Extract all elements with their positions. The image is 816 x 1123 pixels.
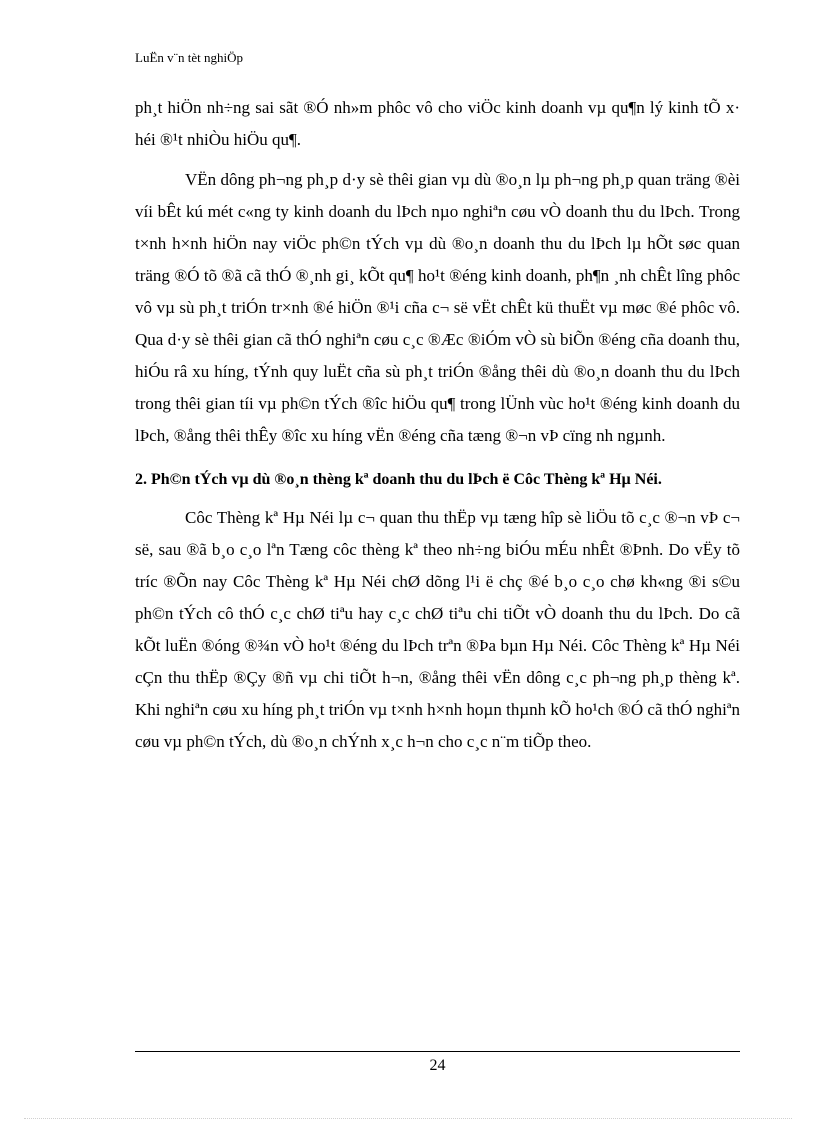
page-number: 24 xyxy=(429,1057,446,1074)
paragraph-continuation: ph¸t hiÖn nh÷ng sai sãt ®Ó nh»m phôc vô cho viÖc kinh doanh vµ qu¶n lý kinh tÕ x· héi ®¹t nhiÒu hiÖu qu¶. xyxy=(135,98,740,149)
paragraph-statistics-office: Côc Thèng kª Hµ Néi lµ c¬ quan thu thËp vµ tæng hîp sè liÖu tõ c¸c ®¬n vÞ c¬ së, sau ®ã b¸o c¸o lªn Tæng côc thèng kª theo nh÷ng biÓu mÉu nhÊt ®Þnh. Do vËy tõ tríc ®Õn nay Côc Thèng kª Hµ Néi chØ dõng l¹i ë chç ®é b¸o c¸o chø kh«ng ®i s©u ph©n tÝch cô thÓ c¸c chØ tiªu hay c¸c chØ tiªu chi tiÕt vÒ doanh thu du lÞch. Do cã kÕt luËn ®óng ®¾n vÒ ho¹t ®éng du lÞch trªn ®Þa bµn Hµ Néi. Côc Thèng kª Hµ Néi cÇn thu thËp ®Çy ®ñ vµ chi tiÕt h¬n, ®ång thêi vËn dông c¸c ph¬ng ph¸p thèng kª. Khi nghiªn cøu xu híng ph¸t triÓn vµ t×nh h×nh hoµn thµnh kÕ ho¹ch ®Ó cã thÓ nghiªn cøu vµ ph©n tÝch, dù ®o¸n chÝnh x¸c h¬n cho c¸c n¨m tiÕp theo. xyxy=(135,508,740,751)
paragraph-methods: VËn dông ph¬ng ph¸p d·y sè thêi gian vµ dù ®o¸n lµ ph¬ng ph¸p quan träng ®èi víi bÊt kú mét c«ng ty kinh doanh du lÞch nµo nghiªn cøu vÒ doanh thu du lÞch. Trong t×nh h×nh hiÖn nay viÖc ph©n tÝch vµ dù ®o¸n doanh thu du lÞch lµ hÕt søc quan träng ®Ó tõ ®ã cã thÓ ®¸nh gi¸ kÕt qu¶ ho¹t ®éng kinh doanh, ph¶n ¸nh chÊt lîng phôc vô vµ sù ph¸t triÓn tr×nh ®é hiÖn ®¹i cña c¬ së vËt chÊt kü thuËt vµ møc ®é phôc vô. Qua d·y sè thêi gian cã thÓ nghiªn cøu c¸c ®Æc ®iÓm vÒ sù biÕn ®éng cña doanh thu, hiÓu râ xu híng, tÝnh quy luËt cña sù ph¸t triÓn ®ång thêi dù ®o¸n doanh thu du lÞch trong thêi gian tíi vµ ph©n tÝch ®îc hiÖu qu¶ trong lÜnh vùc ho¹t ®éng kinh doanh du lÞch, ®ång thêi thÊy ®îc xu híng vËn ®éng cña tæng ®¬n vÞ cïng nh ngµnh. xyxy=(135,170,740,445)
page-bottom-edge xyxy=(24,1118,792,1119)
document-body xyxy=(135,92,740,758)
running-header: LuËn v¨n tèt nghiÖp xyxy=(135,50,243,65)
section-heading: 2. Ph©n tÝch vµ dù ®o¸n thèng kª doanh thu du lÞch ë Côc Thèng kª Hµ Néi. xyxy=(135,471,662,488)
footer-divider xyxy=(135,1051,740,1052)
